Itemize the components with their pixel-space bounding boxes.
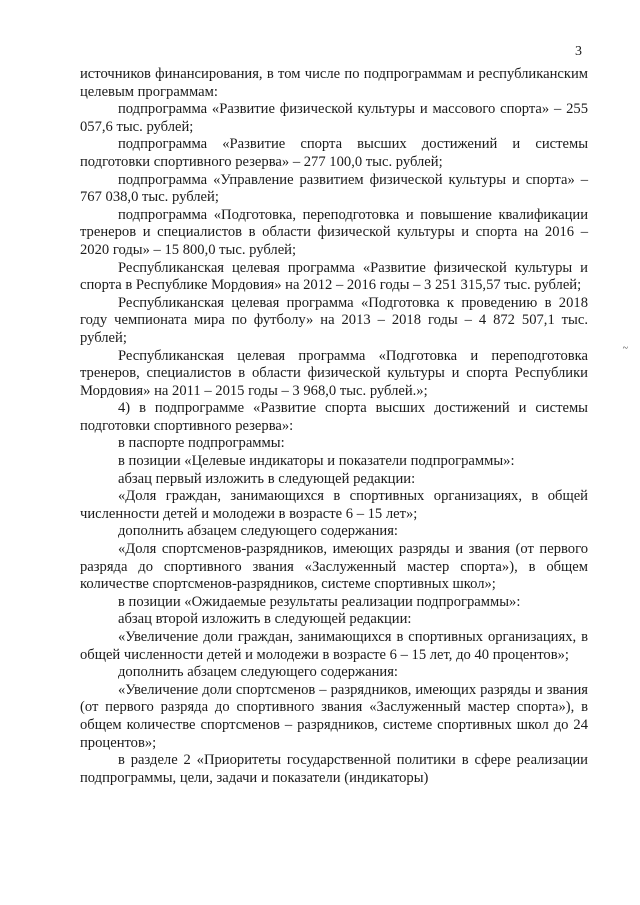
document-body (80, 66, 588, 787)
paragraph: в разделе 2 «Приоритеты государственной политики в сфере реализации подпрограммы, цели, задачи и показатели (индикаторы) (80, 752, 588, 786)
paragraph: в паспорте подпрограммы: (118, 435, 285, 452)
paragraph: дополнить абзацем следующего содержания: (118, 523, 398, 540)
paragraph: в позиции «Ожидаемые результаты реализации подпрограммы»: (118, 593, 521, 610)
paragraph: Республиканская целевая программа «Подготовка к проведению в 2018 году чемпионата мира по футболу» на 2013 – 2018 годы – 4 872 507,1 тыс. рублей; (80, 294, 588, 346)
paragraph: 4) в подпрограмме «Развитие спорта высших достижений и системы подготовки спортивного резерва»: (80, 400, 588, 434)
page-number: 3 (575, 44, 582, 59)
paragraph: дополнить абзацем следующего содержания: (118, 664, 398, 681)
paragraph: абзац первый изложить в следующей редакции: (118, 470, 416, 487)
paragraph: подпрограмма «Управление развитием физической культуры и спорта» – 767 038,0 тыс. рублей; (80, 171, 588, 206)
paragraph: Республиканская целевая программа «Подготовка и переподготовка тренеров, специалистов в области физической культуры и спорта Республики Мордовия» на 2011 – 2015 годы – 3 968,0 тыс. рублей.»; (80, 347, 588, 399)
paragraph: «Доля спортсменов-разрядников, имеющих разряды и звания (от первого разряда до спортивного звания «Заслуженный мастер спорта»), в общем количестве спортсменов-разрядников, системе спортивных школ»; (80, 541, 588, 593)
paragraph: Республиканская целевая программа «Развитие физической культуры и спорта в Республике Мордовия» на 2012 – 2016 годы – 3 251 315,57 тыс. рублей; (80, 259, 588, 294)
paragraph: подпрограмма «Развитие физической культуры и массового спорта» – 255 057,6 тыс. рублей; (80, 101, 588, 135)
paragraph: в позиции «Целевые индикаторы и показатели подпрограммы»: (118, 453, 515, 470)
paragraph: абзац второй изложить в следующей редакции: (118, 611, 412, 628)
paragraph: «Увеличение доли спортсменов – разрядников, имеющих разряды и звания (от первого разряда до спортивного звания «Заслуженный мастер спорта»), в общем количестве спортсменов – разрядников, системе спортивных школ до 24 процентов»; (80, 681, 588, 751)
paragraph: подпрограмма «Развитие спорта высших достижений и системы подготовки спортивного резерва» – 277 100,0 тыс. рублей; (80, 136, 588, 170)
paragraph: источников финансирования, в том числе по подпрограммам и республиканским целевым программам: (80, 66, 588, 100)
paragraph: «Доля граждан, занимающихся в спортивных организациях, в общей численности детей и молодежи в возрасте 6 – 15 лет»; (80, 488, 588, 522)
margin-mark: ~ (622, 343, 628, 354)
paragraph: подпрограмма «Подготовка, переподготовка и повышение квалификации тренеров и специалистов в области физической культуры и спорта на 2016 – 2020 годы» – 15 800,0 тыс. рублей; (80, 206, 588, 258)
paragraph: «Увеличение доли граждан, занимающихся в спортивных организациях, в общей численности детей и молодежи в возрасте 6 – 15 лет, до 40 процентов»; (80, 629, 588, 663)
